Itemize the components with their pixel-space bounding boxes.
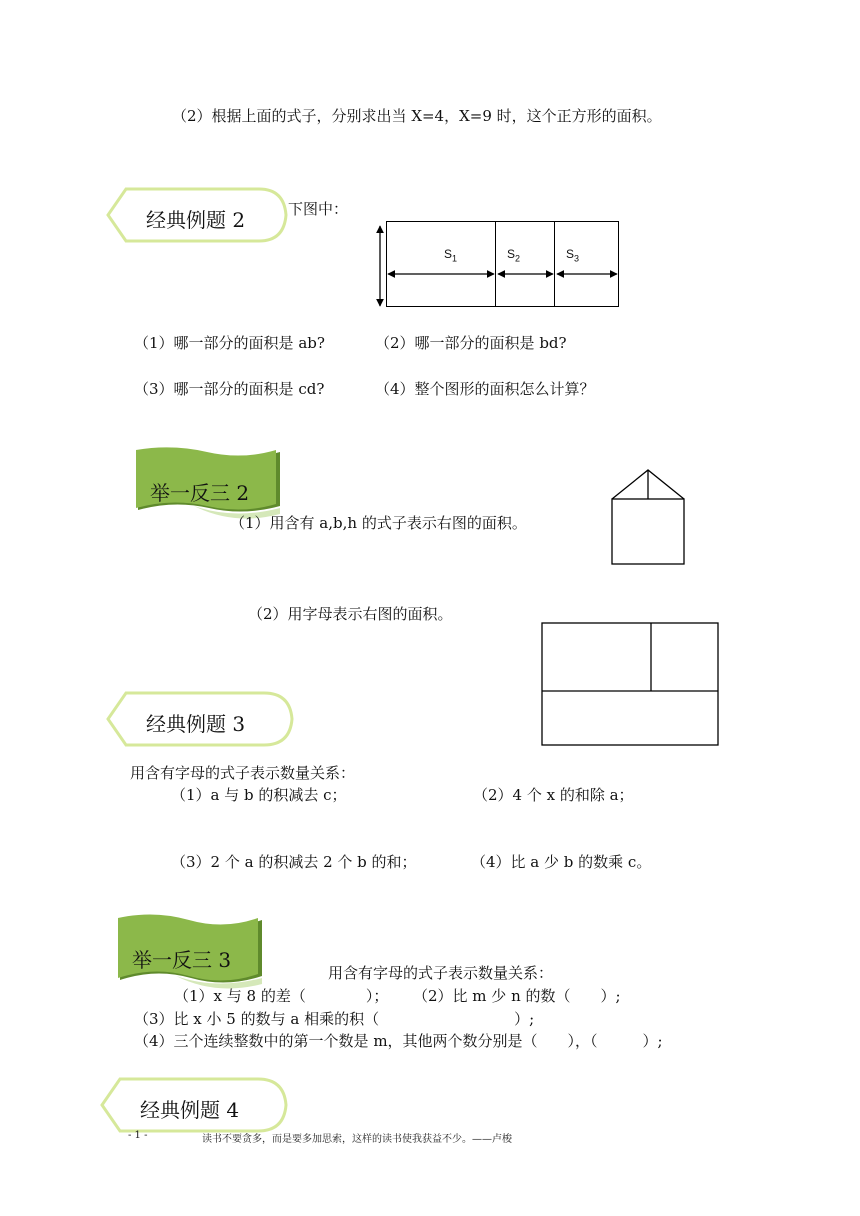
- example-4-title: 经典例题 4: [140, 1098, 240, 1122]
- page-number: - 1 -: [128, 1130, 148, 1141]
- example-3-title: 经典例题 3: [146, 712, 246, 736]
- example-2-intro: 下图中：: [288, 200, 349, 218]
- example-3-intro: 用含有字母的式子表示数量关系：: [130, 764, 356, 782]
- house-figure: [610, 468, 686, 566]
- practice-2-title: 举一反三 2: [150, 481, 250, 505]
- practice-3-question-2: （2）比 m 少 n 的数（ ）;: [413, 987, 621, 1005]
- example-2-question-3: （3）哪一部分的面积是 cd?: [134, 380, 325, 398]
- footer-quote: 读书不要贪多，而是要多加思索，这样的读书使我获益不少。——卢梭: [202, 1134, 512, 1145]
- practice-3-title: 举一反三 3: [132, 948, 232, 972]
- example-3-question-3: （3）2 个 a 的积减去 2 个 b 的和；: [171, 853, 417, 871]
- label-s2: $S_2$: [507, 247, 521, 264]
- practice-3-intro: 用含有字母的式子表示数量关系：: [328, 964, 554, 982]
- example-2-question-1: （1）哪一部分的面积是 ab?: [134, 334, 325, 352]
- practice-2-question-2: （2）用字母表示右图的面积。: [248, 605, 453, 623]
- example-2-question-2: （2）哪一部分的面积是 bd?: [375, 334, 567, 352]
- practice-3-question-3: （3）比 x 小 5 的数与 a 相乘的积（ ）;: [134, 1010, 535, 1028]
- label-s1: $S_1$: [444, 247, 458, 264]
- example-3-question-2: （2）4 个 x 的和除 a；: [473, 786, 634, 804]
- example-3-question-1: （1）a 与 b 的积减去 c；: [171, 786, 347, 804]
- practice-3-question-4: （4）三个连续整数中的第一个数是 m，其他两个数分别是（ ），（ ）;: [134, 1032, 663, 1050]
- example-3-question-4: （4）比 a 少 b 的数乘 c。: [471, 853, 652, 871]
- label-s3: $S_3$: [566, 247, 580, 264]
- example-2-question-4: （4）整个图形的面积怎么计算？: [375, 380, 595, 398]
- dimension-arrows: [370, 214, 630, 314]
- question-2-top: （2）根据上面的式子，分别求出当 X=4，X=9 时，这个正方形的面积。: [172, 107, 662, 125]
- practice-3-question-1: （1）x 与 8 的差（ ）；: [174, 987, 389, 1005]
- example-2-title: 经典例题 2: [146, 208, 246, 232]
- composite-rectangle-figure: [541, 622, 719, 746]
- practice-2-question-1: （1）用含有 a,b,h 的式子表示右图的面积。: [230, 514, 527, 532]
